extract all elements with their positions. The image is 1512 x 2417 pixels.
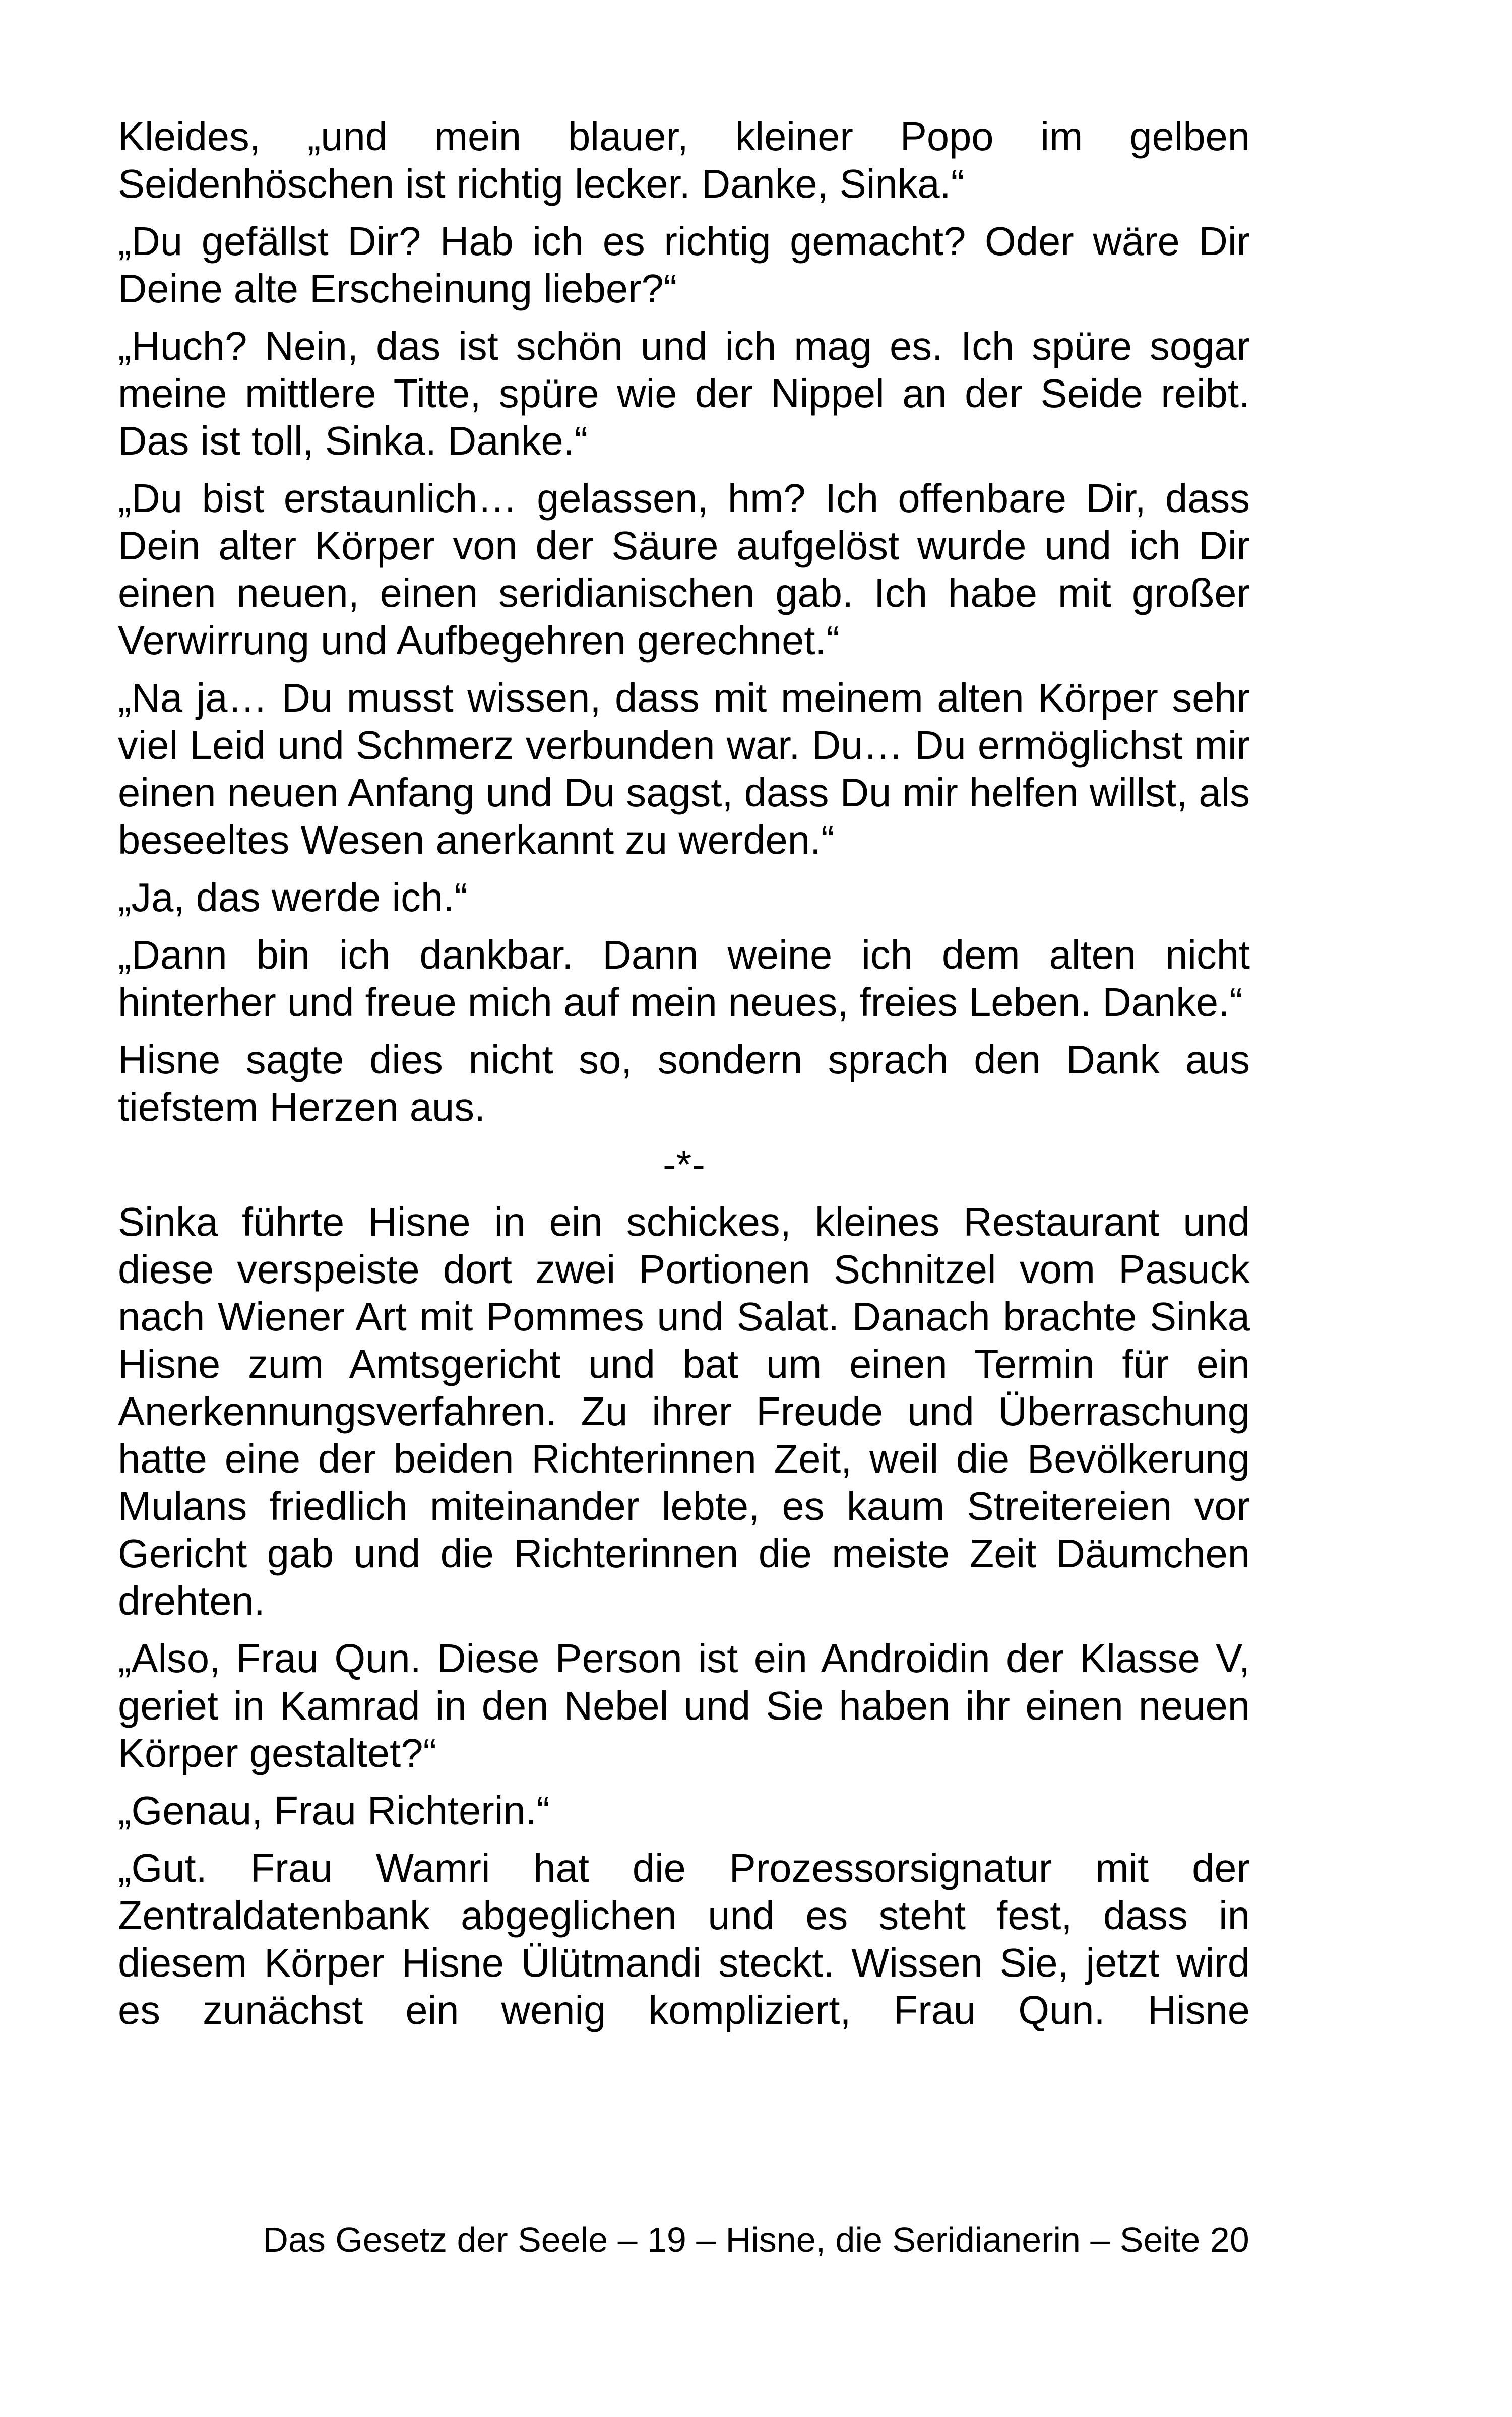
paragraph: „Huch? Nein, das ist schön und ich mag es. Ich spüre sogar meine mittlere Titte, spüre wie der Nippel an der Seide reibt. Das ist toll, Sinka. Danke.“ xyxy=(118,324,1250,463)
paragraph: „Dann bin ich dankbar. Dann weine ich dem alten nicht hinterher und freue mich auf mein neues, freies Leben. Danke.“ xyxy=(118,932,1250,1025)
section-separator: -*- xyxy=(663,1142,705,1187)
paragraph: „Ja, das werde ich.“ xyxy=(118,875,468,920)
paragraph: Sinka führte Hisne in ein schickes, kleines Restaurant und diese verspeiste dort zwei Portionen Schnitzel vom Pasuck nach Wiener Art mit Pommes und Salat. Danach brachte Sinka Hisne zum Amtsgericht und bat um einen Termin für ein Anerkennungsverfahren. Zu ihrer Freude und Überraschung hatte eine der beiden Richterinnen Zeit, weil die Bevölkerung Mulans friedlich miteinander lebte, es kaum Streitereien vor Gericht gab und die Richterinnen die meiste Zeit Däumchen drehten. xyxy=(118,1199,1250,1623)
paragraph: „Gut. Frau Wamri hat die Prozessorsignatur mit der Zentraldatenbank abgeglichen und es steht fest, dass in diesem Körper Hisne Ülütmandi steckt. Wissen Sie, jetzt wird es zunächst ein wenig kompliziert, Frau Qun. Hisne xyxy=(118,1846,1250,2032)
paragraph: „Also, Frau Qun. Diese Person ist ein Androidin der Klasse V, geriet in Kamrad in den Nebel und Sie haben ihr einen neuen Körper gestaltet?“ xyxy=(118,1636,1250,1775)
paragraph: „Du bist erstaunlich… gelassen, hm? Ich offenbare Dir, dass Dein alter Körper von der Säure aufgelöst wurde und ich Dir einen neuen, einen seridianischen gab. Ich habe mit großer Verwirrung und Aufbegehren gerechnet.“ xyxy=(118,476,1250,663)
paragraph: Hisne sagte dies nicht so, sondern sprach den Dank aus tiefstem Herzen aus. xyxy=(118,1037,1250,1129)
paragraph: Kleides, „und mein blauer, kleiner Popo im gelben Seidenhöschen ist richtig lecker. Danke, Sinka.“ xyxy=(118,114,1250,206)
page-body-text xyxy=(118,113,1250,2044)
paragraph: „Du gefällst Dir? Hab ich es richtig gemacht? Oder wäre Dir Deine alte Erscheinung lieber?“ xyxy=(118,219,1250,311)
paragraph: „Genau, Frau Richterin.“ xyxy=(118,1788,550,1833)
page-footer: Das Gesetz der Seele – 19 – Hisne, die Seridianerin – Seite 20 xyxy=(263,2220,1249,2259)
paragraph: „Na ja… Du musst wissen, dass mit meinem alten Körper sehr viel Leid und Schmerz verbunden war. Du… Du ermöglichst mir einen neuen Anfang und Du sagst, dass Du mir helfen willst, als beseeltes Wesen anerkannt zu werden.“ xyxy=(118,675,1250,862)
